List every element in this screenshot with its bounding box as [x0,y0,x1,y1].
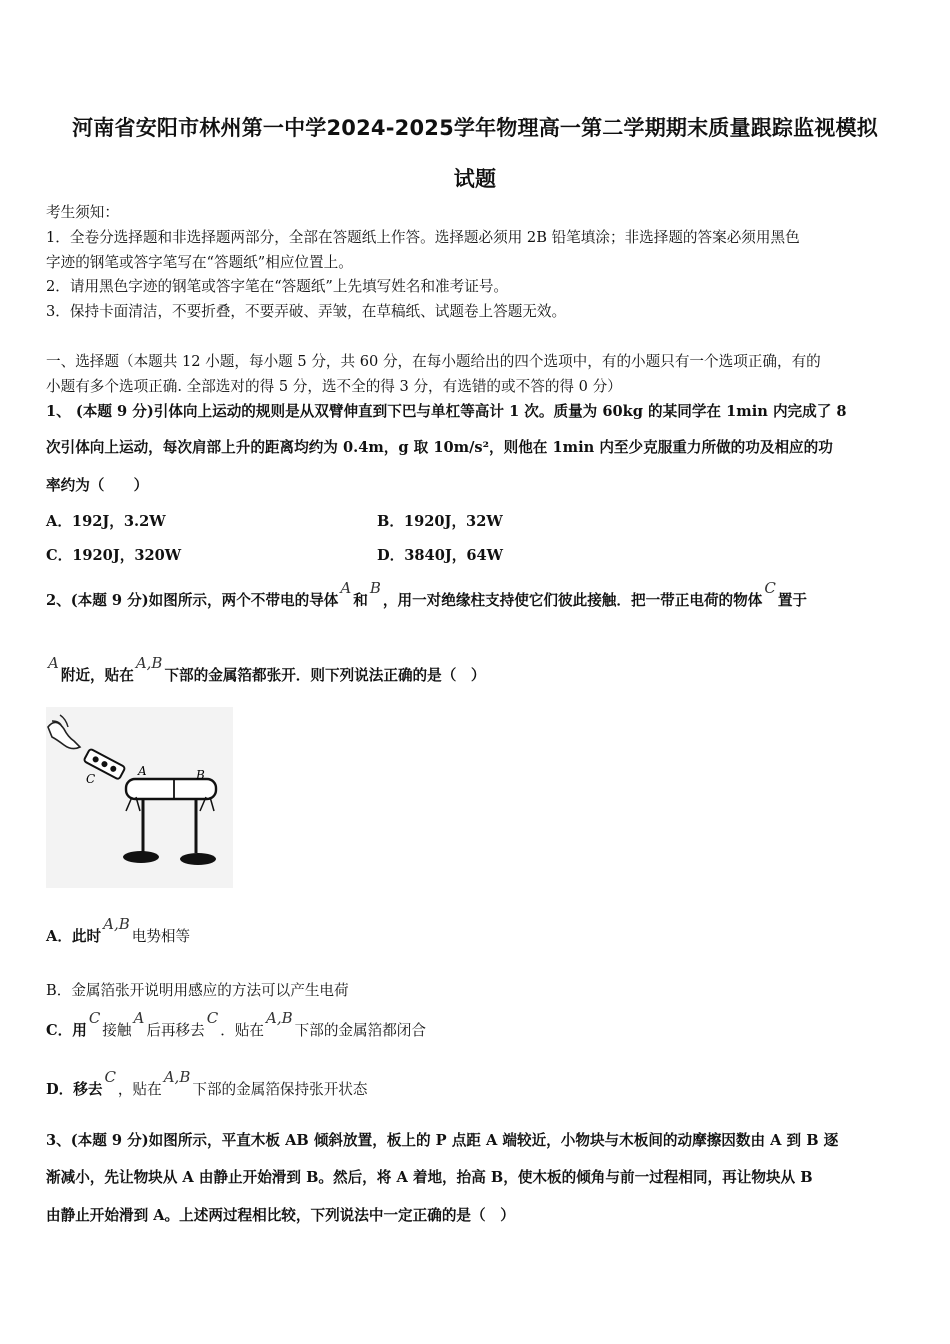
q2-stem-cont: A附近，贴在A,B下部的金属箔都张开．则下列说法正确的是（ ） [48,654,486,684]
var-a: A [48,654,59,672]
q1-stem-end: 率约为（ ） [46,477,149,494]
notice-item-2: 2．请用黑色字迹的钢笔或答字笔在“答题纸”上先填写姓名和准考证号。 [46,278,509,295]
q2-option-b: B．金属箔张开说明用感应的方法可以产生电荷 [46,982,349,999]
q1-option-c: C．1920J，320W [46,547,182,564]
var-c: C [764,579,776,597]
q2-option-a: A．此时A,B电势相等 [46,915,191,945]
conductor-diagram [46,707,233,888]
var-ab: A,B [135,654,163,672]
section-intro: 一、选择题（本题共 12 小题，每小题 5 分，共 60 分，在每小题给出的四个选项中，有的小题只有一个选项正确，有的 [46,353,821,370]
q2-option-d: D．移去C，贴在A,B下部的金属箔保持张开状态 [46,1068,368,1098]
q1-option-a: A．192J，3.2W [46,513,166,530]
q1-option-d: D．3840J，64W [377,547,504,564]
label-c: C [86,772,96,786]
section-intro-cont: 小题有多个选项正确. 全部选对的得 5 分，选不全的得 3 分，有选错的或不答的得 0 分） [46,378,622,395]
notice-header: 考生须知： [46,204,119,221]
var-b: B [369,579,381,597]
notice-item-1-cont: 字迹的钢笔或答字笔写在“答题纸”相应位置上。 [46,254,353,271]
q3-stem-end: 由静止开始滑到 A。上述两过程相比较，下列说法中一定正确的是（ ） [46,1207,515,1224]
q2-figure [46,707,233,888]
q1-option-b: B．1920J，32W [377,513,503,530]
page-title: 河南省安阳市林州第一中学2024-2025学年物理高一第二学期期末质量跟踪监视模拟 [72,116,878,140]
var-a: A [340,579,352,597]
q1-stem: 1、 (本题 9 分)引体向上运动的规则是从双臂伸直到下巴与单杠等高计 1 次。质量为 60kg 的某同学在 1min 内完成了 8 [46,403,847,420]
notice-item-1: 1．全卷分选择题和非选择题两部分，全部在答题纸上作答。选择题必须用 2B 铅笔填涂；非选择题的答案必须用黑色 [46,229,800,246]
q3-stem: 3、(本题 9 分)如图所示，平直木板 AB 倾斜放置，板上的 P 点距 A 端较近，小物块与木板间的动摩擦因数由 A 到 B 逐 [46,1132,839,1149]
label-a: A [138,764,147,778]
q1-stem-cont: 次引体向上运动，每次肩部上升的距离均约为 0.4m，g 取 10m/s²，则他在 1min 内至少克服重力所做的功及相应的功 [46,439,833,456]
notice-item-3: 3．保持卡面清洁，不要折叠，不要弄破、弄皱，在草稿纸、试题卷上答题无效。 [46,303,567,320]
q2-option-c: C．用C接触A后再移去C．贴在A,B下部的金属箔都闭合 [46,1009,426,1039]
q3-stem-cont: 渐减小，先让物块从 A 由静止开始滑到 B。然后，将 A 着地，抬高 B，使木板的倾角与前一过程相同，再让物块从 B [46,1169,813,1186]
q2-stem: 2、(本题 9 分)如图所示，两个不带电的导体A和B，用一对绝缘柱支持使它们彼此接触．把一带正电荷的物体C置于 [46,579,808,609]
page-title-continued: 试题 [453,167,497,191]
label-b: B [196,768,205,782]
